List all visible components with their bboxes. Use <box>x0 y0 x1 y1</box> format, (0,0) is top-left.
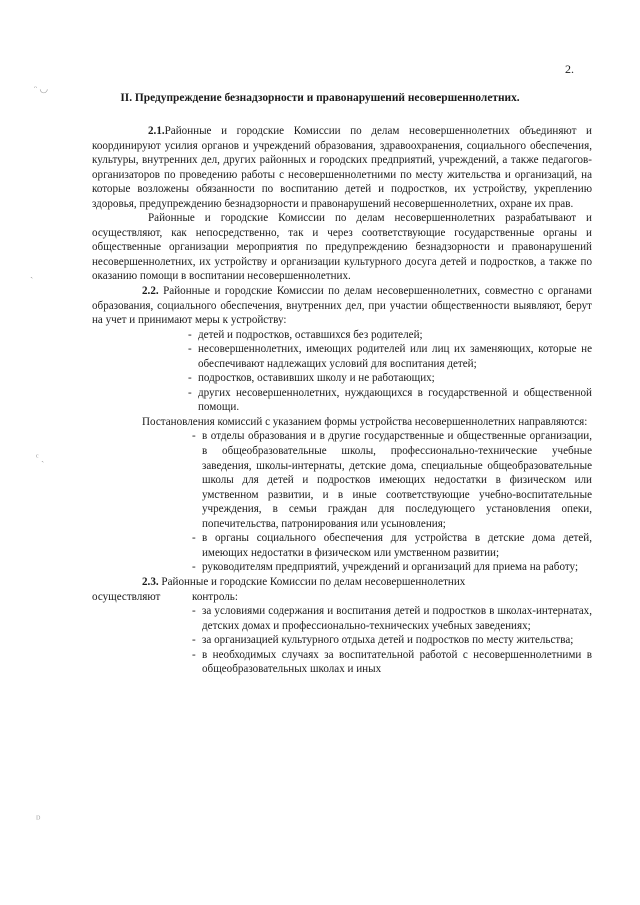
paragraph-2-3 <box>92 575 592 590</box>
list-item: - детей и подростков, оставшихся без родителей; <box>188 328 592 343</box>
section-title: II. Предупреждение безнадзорности и правонарушений несовершеннолетних. <box>120 92 520 104</box>
paragraph-decisions: Постановления комиссий с указанием формы устройства несовершеннолетних направляются: <box>142 415 588 428</box>
paragraph-text: Районные и городские Комиссии по делам несовершеннолетних, совместно с органами образования, социального обеспечения, внутренних дел, при участии общественности выявляют, берут на учет и принимают меры к устройству: <box>92 285 592 327</box>
clause-number: 2.2. <box>142 285 159 298</box>
margin-mark: ᴰ <box>36 814 41 825</box>
margin-mark: ˎ <box>30 268 34 279</box>
verb-text: осуществляют <box>92 590 161 603</box>
list-item: - в необходимых случаях за воспитательной работой с несовершеннолетними в общеобразовательных школах и иных <box>192 648 592 677</box>
control-list <box>192 604 592 677</box>
clause-number: 2.1. <box>148 125 165 137</box>
paragraph-2-1 <box>92 124 592 211</box>
margin-mark: ᵔ ◡ <box>34 84 49 95</box>
paragraph-2-2 <box>92 284 592 328</box>
clause-number: 2.3. <box>142 575 159 588</box>
list-item: - в отделы образования и в другие государственные и общественные организации, в общеобразовательные школы, профессионально-технические учебные заведения, школы-интернаты, детские дома, специальные общеобразовательные школы для детей и подростков имеющих недостатки в физическом или умственном развитии, и в иные соответствующие учебно-воспитательные учреждения, в семьи граждан для последующего установления опеки, попечительства, патронирования или усыновления; <box>192 429 592 531</box>
list-item: - в органы социального обеспечения для устройства в детские дома детей, имеющих недостатки в физическом или умственном развитии; <box>192 531 592 560</box>
margin-mark: ᶜ ˏ <box>36 452 45 463</box>
list-item: - несовершеннолетних, имеющих родителей или лиц их заменяющих, которые не обеспечивают надлежащих условий для воспитания детей; <box>188 342 592 371</box>
list-item: - за условиями содержания и воспитания детей и подростков в школах-интернатах, детских домах и профессионально-технических учебных заведениях; <box>192 604 592 633</box>
paragraph-text: Районные и городские Комиссии по делам несовершеннолетних <box>161 575 466 588</box>
list-item: - подростков, оставивших школу и не работающих; <box>188 371 592 386</box>
list-item: - руководителям предприятий, учреждений и организаций для приема на работу; <box>192 560 592 575</box>
paragraph-text: Районные и городские Комиссии по делам несовершеннолетних объединяют и координируют усилия органов и учреждений образования, здравоохранения, социального обеспечения, культуры, внутренних дел, других районных и городских предприятий, учреждений, а также педагогов-организаторов по проведению работы с несовершеннолетними по месту жительства и организаций, на которые возложены обязанности по воспитанию детей и подростков, их устройству, укреплению здоровья, предупреждению безнадзорности и правонарушений несовершеннолетних, охране их прав. <box>92 125 592 210</box>
document-body <box>92 124 592 677</box>
control-word: контроль: <box>192 590 238 603</box>
page-number: 2. <box>565 62 574 76</box>
placement-list <box>188 328 592 415</box>
list-item: - других несовершеннолетних, нуждающихся в государственной и общественной помощи. <box>188 386 592 415</box>
list-item: - за организацией культурного отдыха детей и подростков по месту жительства; <box>192 633 592 648</box>
paragraph-develop: Районные и городские Комиссии по делам несовершеннолетних разрабатывают и осуществляют, как непосредственно, так и через соответствующие государственные органы и общественные организации мероприятия по предупреждению безнадзорности и правонарушений несовершеннолетних, их устройству и организации культурного досуга детей и подростков, а также по оказанию помощи в воспитании несовершеннолетних. <box>92 212 592 283</box>
decision-list <box>192 429 592 574</box>
control-line <box>92 590 592 605</box>
